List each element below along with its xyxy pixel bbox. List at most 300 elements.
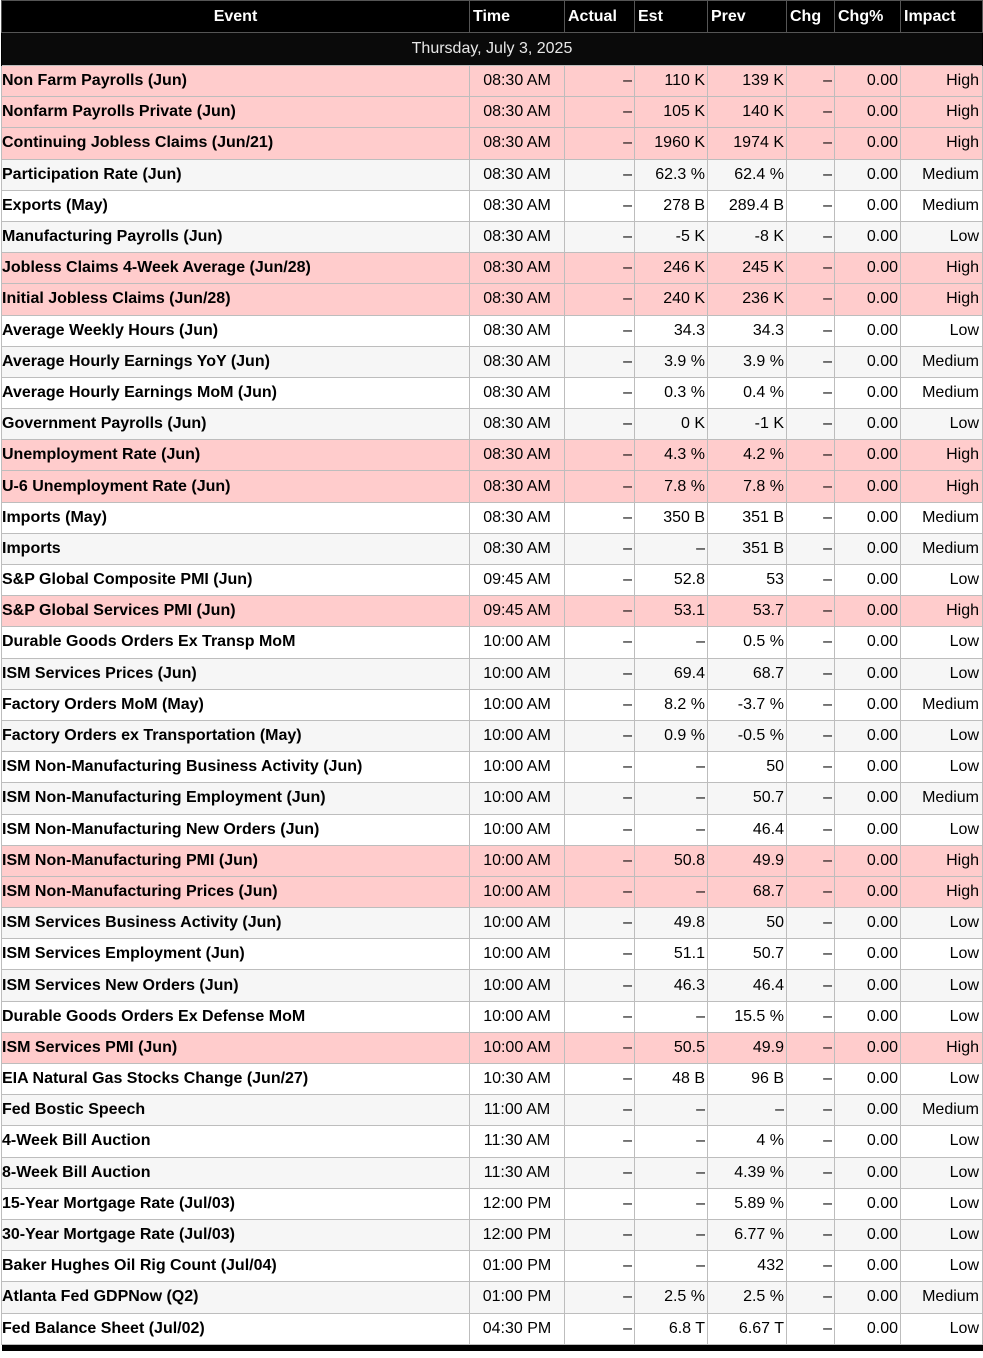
cell-chg: – xyxy=(787,876,835,907)
cell-actual: – xyxy=(565,565,635,596)
cell-chg: – xyxy=(787,1188,835,1219)
cell-chg: – xyxy=(787,1251,835,1282)
cell-chg: – xyxy=(787,221,835,252)
cell-chg: – xyxy=(787,627,835,658)
cell-chg: – xyxy=(787,190,835,221)
cell-chg: – xyxy=(787,1157,835,1188)
cell-chg-pct: 0.00 xyxy=(835,190,901,221)
cell-event[interactable]: Factory Orders ex Transportation (May) xyxy=(2,720,470,751)
cell-prev: 2.5 % xyxy=(708,1282,787,1313)
cell-est: 3.9 % xyxy=(635,346,708,377)
cell-time: 11:30 AM xyxy=(470,1126,565,1157)
cell-est: – xyxy=(635,1126,708,1157)
cell-event[interactable]: ISM Non-Manufacturing New Orders (Jun) xyxy=(2,814,470,845)
table-row[interactable] xyxy=(2,346,983,377)
cell-impact: Low xyxy=(901,908,983,939)
cell-impact: Medium xyxy=(901,783,983,814)
cell-impact: Low xyxy=(901,221,983,252)
cell-impact: Low xyxy=(901,565,983,596)
cell-impact: Low xyxy=(901,1157,983,1188)
table-row[interactable] xyxy=(2,596,983,627)
cell-chg-pct: 0.00 xyxy=(835,1032,901,1063)
cell-est: 1960 K xyxy=(635,128,708,159)
cell-est: – xyxy=(635,533,708,564)
cell-prev: 50 xyxy=(708,752,787,783)
cell-chg: – xyxy=(787,1313,835,1344)
cell-chg-pct: 0.00 xyxy=(835,159,901,190)
col-header-est[interactable]: Est xyxy=(635,1,708,33)
cell-chg: – xyxy=(787,1282,835,1313)
cell-event[interactable]: Average Weekly Hours (Jun) xyxy=(2,315,470,346)
cell-actual: – xyxy=(565,752,635,783)
economic-calendar-table xyxy=(1,0,983,1351)
cell-actual: – xyxy=(565,1282,635,1313)
cell-event[interactable]: Government Payrolls (Jun) xyxy=(2,409,470,440)
cell-chg: – xyxy=(787,596,835,627)
cell-est: 0.3 % xyxy=(635,377,708,408)
cell-time: 08:30 AM xyxy=(470,502,565,533)
cell-event[interactable]: 4-Week Bill Auction xyxy=(2,1126,470,1157)
cell-chg-pct: 0.00 xyxy=(835,565,901,596)
cell-prev: 289.4 B xyxy=(708,190,787,221)
cell-time: 08:30 AM xyxy=(470,284,565,315)
cell-impact: Low xyxy=(901,1001,983,1032)
cell-chg-pct: 0.00 xyxy=(835,66,901,97)
cell-actual: – xyxy=(565,1032,635,1063)
col-header-impact[interactable]: Impact xyxy=(901,1,983,33)
cell-chg-pct: 0.00 xyxy=(835,253,901,284)
table-row[interactable] xyxy=(2,565,983,596)
cell-chg: – xyxy=(787,939,835,970)
table-row[interactable] xyxy=(2,190,983,221)
cell-prev: 432 xyxy=(708,1251,787,1282)
cell-est: – xyxy=(635,1095,708,1126)
cell-est: 50.5 xyxy=(635,1032,708,1063)
cell-chg-pct: 0.00 xyxy=(835,97,901,128)
table-row[interactable] xyxy=(2,159,983,190)
cell-actual: – xyxy=(565,658,635,689)
cell-time: 08:30 AM xyxy=(470,409,565,440)
cell-impact: Low xyxy=(901,627,983,658)
cell-event[interactable]: Manufacturing Payrolls (Jun) xyxy=(2,221,470,252)
table-row[interactable] xyxy=(2,409,983,440)
cell-prev: 245 K xyxy=(708,253,787,284)
cell-chg-pct: 0.00 xyxy=(835,689,901,720)
cell-chg: – xyxy=(787,970,835,1001)
cell-prev: 3.9 % xyxy=(708,346,787,377)
cell-impact: Low xyxy=(901,939,983,970)
cell-chg-pct: 0.00 xyxy=(835,752,901,783)
cell-event[interactable]: ISM Non-Manufacturing PMI (Jun) xyxy=(2,845,470,876)
cell-est: – xyxy=(635,783,708,814)
cell-impact: High xyxy=(901,471,983,502)
cell-event[interactable]: 8-Week Bill Auction xyxy=(2,1157,470,1188)
cell-time: 08:30 AM xyxy=(470,533,565,564)
cell-prev: 140 K xyxy=(708,97,787,128)
cell-chg: – xyxy=(787,720,835,751)
cell-event[interactable]: Imports xyxy=(2,533,470,564)
cell-est: 0.9 % xyxy=(635,720,708,751)
cell-actual: – xyxy=(565,1188,635,1219)
cell-actual: – xyxy=(565,783,635,814)
cell-event[interactable]: 30-Year Mortgage Rate (Jul/03) xyxy=(2,1219,470,1250)
cell-prev: 15.5 % xyxy=(708,1001,787,1032)
cell-event[interactable]: Average Hourly Earnings YoY (Jun) xyxy=(2,346,470,377)
table-row[interactable] xyxy=(2,1157,983,1188)
cell-actual: – xyxy=(565,190,635,221)
cell-actual: – xyxy=(565,814,635,845)
cell-prev: 1974 K xyxy=(708,128,787,159)
cell-event[interactable]: Fed Bostic Speech xyxy=(2,1095,470,1126)
cell-chg-pct: 0.00 xyxy=(835,346,901,377)
cell-impact: Low xyxy=(901,1219,983,1250)
table-row[interactable] xyxy=(2,1313,983,1344)
table-row[interactable] xyxy=(2,752,983,783)
cell-chg-pct: 0.00 xyxy=(835,1188,901,1219)
cell-chg: – xyxy=(787,1126,835,1157)
cell-prev: 0.5 % xyxy=(708,627,787,658)
cell-event[interactable]: Atlanta Fed GDPNow (Q2) xyxy=(2,1282,470,1313)
cell-event[interactable]: ISM Non-Manufacturing Employment (Jun) xyxy=(2,783,470,814)
col-header-prev[interactable]: Prev xyxy=(708,1,787,33)
cell-chg: – xyxy=(787,1064,835,1095)
cell-chg-pct: 0.00 xyxy=(835,1313,901,1344)
cell-chg: – xyxy=(787,66,835,97)
cell-prev: 4 % xyxy=(708,1126,787,1157)
cell-prev: 68.7 xyxy=(708,876,787,907)
cell-event[interactable]: S&P Global Composite PMI (Jun) xyxy=(2,565,470,596)
cell-est: 46.3 xyxy=(635,970,708,1001)
cell-event[interactable]: ISM Services Business Activity (Jun) xyxy=(2,908,470,939)
cell-chg-pct: 0.00 xyxy=(835,596,901,627)
cell-impact: Low xyxy=(901,1313,983,1344)
cell-time: 08:30 AM xyxy=(470,315,565,346)
cell-event[interactable]: Durable Goods Orders Ex Transp MoM xyxy=(2,627,470,658)
cell-chg-pct: 0.00 xyxy=(835,970,901,1001)
cell-actual: – xyxy=(565,221,635,252)
cell-event[interactable]: S&P Global Services PMI (Jun) xyxy=(2,596,470,627)
table-header-row xyxy=(2,1,983,33)
cell-time: 10:30 AM xyxy=(470,1064,565,1095)
cell-est: 49.8 xyxy=(635,908,708,939)
cell-chg-pct: 0.00 xyxy=(835,440,901,471)
table-row[interactable] xyxy=(2,970,983,1001)
cell-chg: – xyxy=(787,440,835,471)
cell-time: 10:00 AM xyxy=(470,939,565,970)
cell-prev: 6.67 T xyxy=(708,1313,787,1344)
table-row[interactable] xyxy=(2,658,983,689)
cell-actual: – xyxy=(565,471,635,502)
cell-event[interactable]: Unemployment Rate (Jun) xyxy=(2,440,470,471)
cell-event[interactable]: ISM Non-Manufacturing Business Activity (Jun) xyxy=(2,752,470,783)
cell-time: 01:00 PM xyxy=(470,1282,565,1313)
cell-time: 10:00 AM xyxy=(470,1001,565,1032)
cell-impact: High xyxy=(901,97,983,128)
cell-prev: -1 K xyxy=(708,409,787,440)
cell-chg: – xyxy=(787,689,835,720)
cell-prev: 50.7 xyxy=(708,783,787,814)
cell-event[interactable]: Factory Orders MoM (May) xyxy=(2,689,470,720)
cell-time: 10:00 AM xyxy=(470,908,565,939)
table-row[interactable] xyxy=(2,315,983,346)
cell-chg-pct: 0.00 xyxy=(835,783,901,814)
cell-chg-pct: 0.00 xyxy=(835,908,901,939)
cell-chg-pct: 0.00 xyxy=(835,128,901,159)
cell-actual: – xyxy=(565,440,635,471)
cell-time: 10:00 AM xyxy=(470,1032,565,1063)
table-row[interactable] xyxy=(2,533,983,564)
cell-chg-pct: 0.00 xyxy=(835,1219,901,1250)
cell-time: 10:00 AM xyxy=(470,814,565,845)
table-row[interactable] xyxy=(2,1126,983,1157)
table-row[interactable] xyxy=(2,284,983,315)
cell-est: 278 B xyxy=(635,190,708,221)
table-row[interactable] xyxy=(2,221,983,252)
cell-actual: – xyxy=(565,1157,635,1188)
table-row[interactable] xyxy=(2,128,983,159)
col-header-actual[interactable]: Actual xyxy=(565,1,635,33)
cell-chg-pct: 0.00 xyxy=(835,845,901,876)
cell-prev: 53.7 xyxy=(708,596,787,627)
cell-chg: – xyxy=(787,315,835,346)
cell-est: 350 B xyxy=(635,502,708,533)
cell-chg: – xyxy=(787,658,835,689)
date-label: Thursday, July 3, 2025 xyxy=(2,33,983,66)
cell-actual: – xyxy=(565,409,635,440)
table-row[interactable] xyxy=(2,1188,983,1219)
cell-chg-pct: 0.00 xyxy=(835,1251,901,1282)
cell-prev: 53 xyxy=(708,565,787,596)
cell-impact: High xyxy=(901,128,983,159)
cell-event[interactable]: ISM Services Prices (Jun) xyxy=(2,658,470,689)
cell-event[interactable]: Jobless Claims 4-Week Average (Jun/28) xyxy=(2,253,470,284)
cell-impact: Medium xyxy=(901,190,983,221)
cell-impact: High xyxy=(901,284,983,315)
cell-time: 10:00 AM xyxy=(470,845,565,876)
cell-event[interactable]: Initial Jobless Claims (Jun/28) xyxy=(2,284,470,315)
cell-actual: – xyxy=(565,346,635,377)
cell-actual: – xyxy=(565,596,635,627)
cell-actual: – xyxy=(565,627,635,658)
cell-prev: 6.77 % xyxy=(708,1219,787,1250)
cell-chg: – xyxy=(787,1095,835,1126)
cell-impact: Medium xyxy=(901,159,983,190)
cell-actual: – xyxy=(565,159,635,190)
cell-event[interactable]: Average Hourly Earnings MoM (Jun) xyxy=(2,377,470,408)
cell-chg-pct: 0.00 xyxy=(835,1064,901,1095)
col-header-chg[interactable]: Chg xyxy=(787,1,835,33)
cell-est: – xyxy=(635,752,708,783)
cell-time: 08:30 AM xyxy=(470,221,565,252)
cell-event[interactable]: ISM Non-Manufacturing Prices (Jun) xyxy=(2,876,470,907)
table-row[interactable] xyxy=(2,471,983,502)
cell-chg-pct: 0.00 xyxy=(835,1095,901,1126)
table-row[interactable] xyxy=(2,939,983,970)
cell-prev: 5.89 % xyxy=(708,1188,787,1219)
cell-chg-pct: 0.00 xyxy=(835,502,901,533)
table-row[interactable] xyxy=(2,814,983,845)
cell-event[interactable]: ISM Services New Orders (Jun) xyxy=(2,970,470,1001)
table-row[interactable] xyxy=(2,627,983,658)
cell-est: 4.3 % xyxy=(635,440,708,471)
cell-prev: 62.4 % xyxy=(708,159,787,190)
cell-prev: 49.9 xyxy=(708,845,787,876)
table-row[interactable] xyxy=(2,253,983,284)
cell-event[interactable]: Continuing Jobless Claims (Jun/21) xyxy=(2,128,470,159)
cell-chg: – xyxy=(787,845,835,876)
table-row[interactable] xyxy=(2,845,983,876)
table-row[interactable] xyxy=(2,783,983,814)
cell-chg-pct: 0.00 xyxy=(835,939,901,970)
cell-event[interactable]: Baker Hughes Oil Rig Count (Jul/04) xyxy=(2,1251,470,1282)
cell-impact: Medium xyxy=(901,533,983,564)
cell-time: 09:45 AM xyxy=(470,565,565,596)
cell-time: 08:30 AM xyxy=(470,377,565,408)
table-row[interactable] xyxy=(2,97,983,128)
cell-impact: Low xyxy=(901,752,983,783)
cell-chg-pct: 0.00 xyxy=(835,409,901,440)
cell-est: – xyxy=(635,1219,708,1250)
table-row[interactable] xyxy=(2,1282,983,1313)
table-row[interactable] xyxy=(2,876,983,907)
cell-est: 50.8 xyxy=(635,845,708,876)
cell-prev: 351 B xyxy=(708,533,787,564)
cell-chg: – xyxy=(787,253,835,284)
cell-time: 10:00 AM xyxy=(470,752,565,783)
table-row[interactable] xyxy=(2,1219,983,1250)
cell-actual: – xyxy=(565,1251,635,1282)
cell-impact: High xyxy=(901,66,983,97)
cell-prev: 68.7 xyxy=(708,658,787,689)
col-header-time[interactable]: Time xyxy=(470,1,565,33)
cell-impact: Low xyxy=(901,720,983,751)
cell-chg: – xyxy=(787,565,835,596)
cell-chg-pct: 0.00 xyxy=(835,876,901,907)
cell-impact: High xyxy=(901,876,983,907)
cell-chg-pct: 0.00 xyxy=(835,1282,901,1313)
cell-impact: Medium xyxy=(901,502,983,533)
cell-impact: Low xyxy=(901,1251,983,1282)
cell-event[interactable]: Non Farm Payrolls (Jun) xyxy=(2,66,470,97)
cell-time: 08:30 AM xyxy=(470,471,565,502)
cell-time: 08:30 AM xyxy=(470,159,565,190)
col-header-chg-pct[interactable]: Chg% xyxy=(835,1,901,33)
cell-chg-pct: 0.00 xyxy=(835,1001,901,1032)
cell-chg: – xyxy=(787,471,835,502)
table-row[interactable] xyxy=(2,1064,983,1095)
cell-impact: High xyxy=(901,596,983,627)
cell-actual: – xyxy=(565,284,635,315)
cell-time: 04:30 PM xyxy=(470,1313,565,1344)
cell-event[interactable]: Participation Rate (Jun) xyxy=(2,159,470,190)
cell-prev: 50 xyxy=(708,908,787,939)
cell-chg-pct: 0.00 xyxy=(835,814,901,845)
cell-chg: – xyxy=(787,284,835,315)
cell-est: 52.8 xyxy=(635,565,708,596)
cell-prev: 7.8 % xyxy=(708,471,787,502)
cell-impact: Medium xyxy=(901,346,983,377)
cell-prev: 46.4 xyxy=(708,814,787,845)
cell-event[interactable]: Durable Goods Orders Ex Defense MoM xyxy=(2,1001,470,1032)
cell-est: 2.5 % xyxy=(635,1282,708,1313)
cell-event[interactable]: ISM Services PMI (Jun) xyxy=(2,1032,470,1063)
table-row[interactable] xyxy=(2,502,983,533)
cell-est: 8.2 % xyxy=(635,689,708,720)
cell-prev: 46.4 xyxy=(708,970,787,1001)
table-row[interactable] xyxy=(2,1032,983,1063)
cell-actual: – xyxy=(565,128,635,159)
cell-time: 08:30 AM xyxy=(470,346,565,377)
cell-impact: Low xyxy=(901,1188,983,1219)
cell-time: 10:00 AM xyxy=(470,658,565,689)
table-row[interactable] xyxy=(2,440,983,471)
cell-impact: Medium xyxy=(901,377,983,408)
cell-event[interactable]: Nonfarm Payrolls Private (Jun) xyxy=(2,97,470,128)
cell-actual: – xyxy=(565,845,635,876)
cell-actual: – xyxy=(565,66,635,97)
cell-actual: – xyxy=(565,1126,635,1157)
cell-est: – xyxy=(635,627,708,658)
table-row[interactable] xyxy=(2,377,983,408)
cell-event[interactable]: Fed Balance Sheet (Jul/02) xyxy=(2,1313,470,1344)
table-row[interactable] xyxy=(2,908,983,939)
table-row[interactable] xyxy=(2,66,983,97)
cell-est: 48 B xyxy=(635,1064,708,1095)
cell-est: 62.3 % xyxy=(635,159,708,190)
cell-est: 34.3 xyxy=(635,315,708,346)
cell-chg: – xyxy=(787,908,835,939)
cell-est: 240 K xyxy=(635,284,708,315)
table-row[interactable] xyxy=(2,1001,983,1032)
cell-event[interactable]: 15-Year Mortgage Rate (Jul/03) xyxy=(2,1188,470,1219)
cell-event[interactable]: Imports (May) xyxy=(2,502,470,533)
cell-actual: – xyxy=(565,315,635,346)
cell-chg-pct: 0.00 xyxy=(835,1157,901,1188)
cell-chg: – xyxy=(787,533,835,564)
table-row[interactable] xyxy=(2,689,983,720)
cell-actual: – xyxy=(565,720,635,751)
cell-est: 6.8 T xyxy=(635,1313,708,1344)
col-header-event[interactable]: Event xyxy=(2,1,470,33)
cell-est: 110 K xyxy=(635,66,708,97)
cell-impact: Medium xyxy=(901,689,983,720)
cell-est: -5 K xyxy=(635,221,708,252)
cell-impact: Low xyxy=(901,814,983,845)
cell-time: 08:30 AM xyxy=(470,66,565,97)
cell-event[interactable]: ISM Services Employment (Jun) xyxy=(2,939,470,970)
cell-actual: – xyxy=(565,533,635,564)
cell-prev: 4.39 % xyxy=(708,1157,787,1188)
cell-chg-pct: 0.00 xyxy=(835,221,901,252)
cell-chg: – xyxy=(787,159,835,190)
cell-chg-pct: 0.00 xyxy=(835,377,901,408)
cell-chg: – xyxy=(787,97,835,128)
cell-chg: – xyxy=(787,1032,835,1063)
cell-event[interactable]: EIA Natural Gas Stocks Change (Jun/27) xyxy=(2,1064,470,1095)
cell-prev: -0.5 % xyxy=(708,720,787,751)
cell-event[interactable]: U-6 Unemployment Rate (Jun) xyxy=(2,471,470,502)
cell-chg: – xyxy=(787,752,835,783)
table-row[interactable] xyxy=(2,1251,983,1282)
cell-event[interactable]: Exports (May) xyxy=(2,190,470,221)
cell-time: 10:00 AM xyxy=(470,783,565,814)
table-row[interactable] xyxy=(2,720,983,751)
cell-time: 08:30 AM xyxy=(470,190,565,221)
cell-time: 11:30 AM xyxy=(470,1157,565,1188)
cell-chg-pct: 0.00 xyxy=(835,720,901,751)
cell-impact: Medium xyxy=(901,1095,983,1126)
table-row[interactable] xyxy=(2,1095,983,1126)
